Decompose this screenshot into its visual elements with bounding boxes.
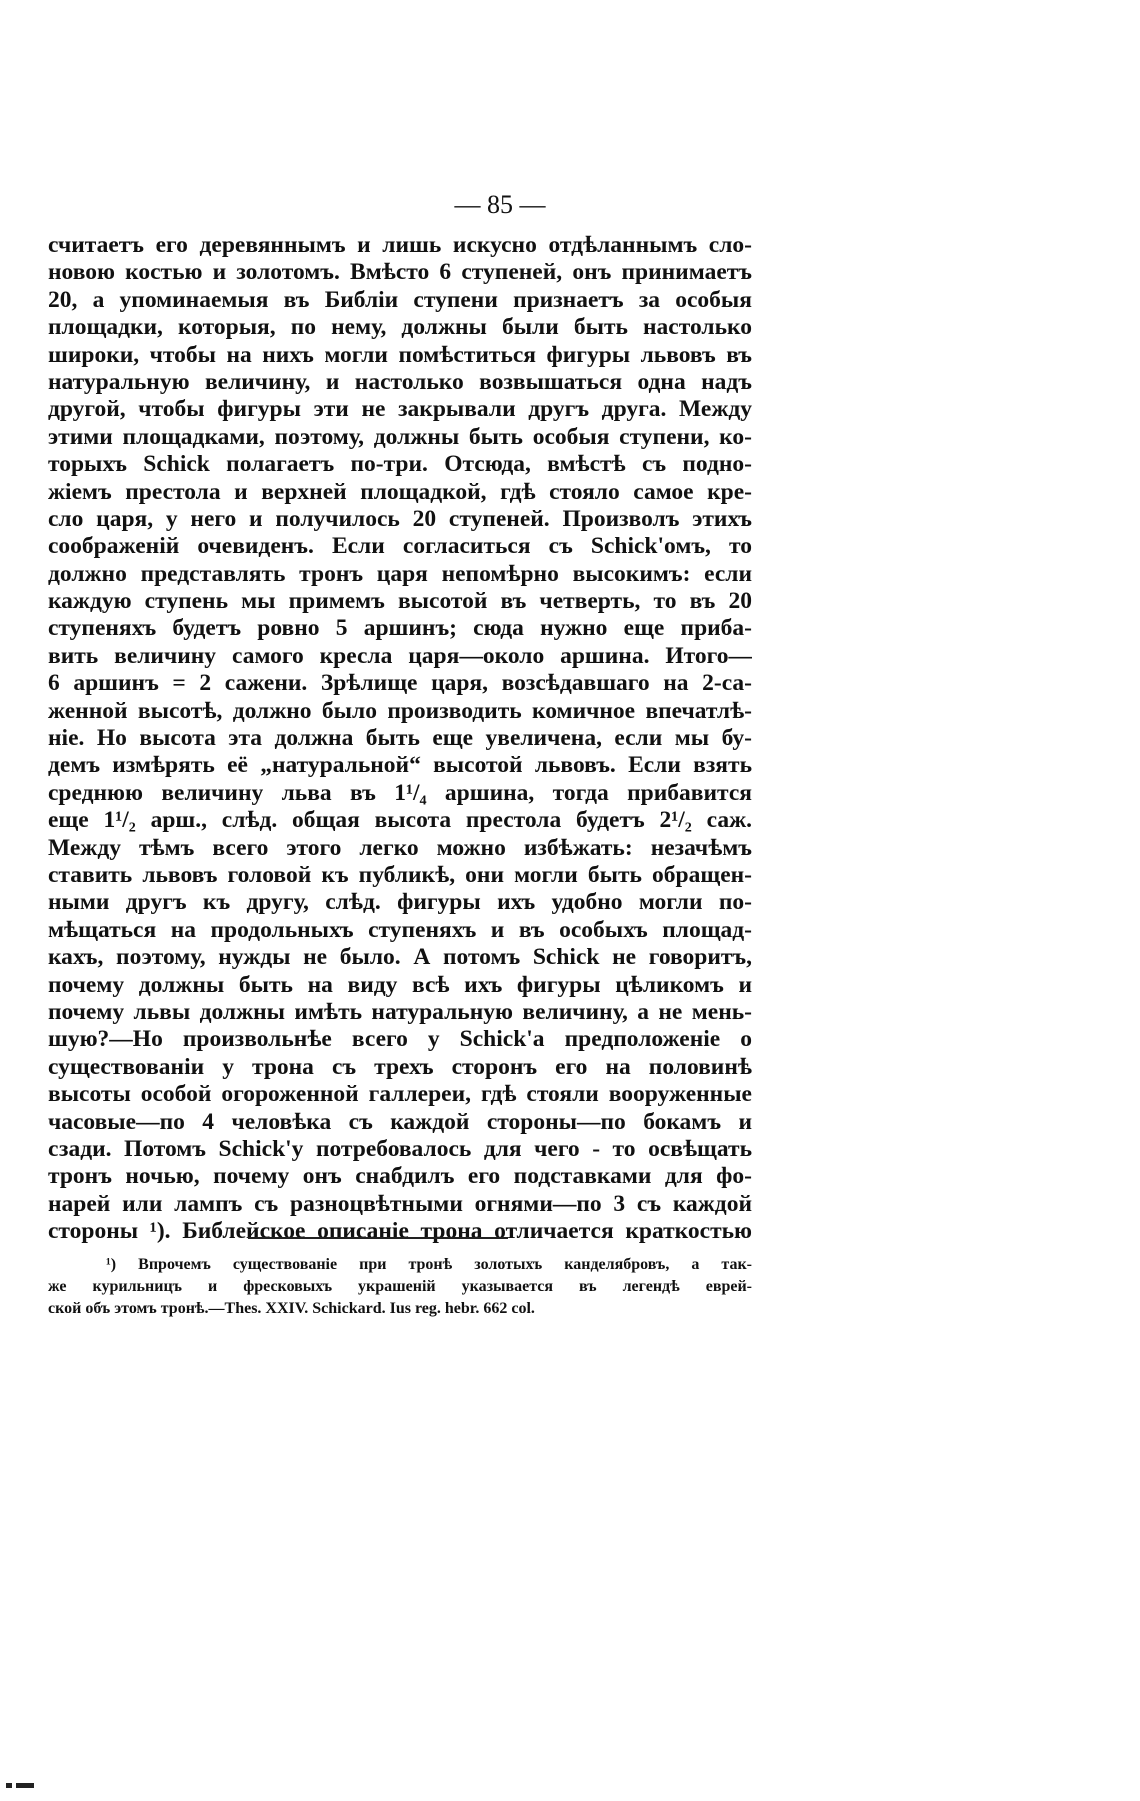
footnote <box>48 1254 752 1320</box>
print-mark <box>6 1783 42 1789</box>
text-line: ступеняхъ будетъ ровно 5 аршинъ; сюда нужно еще приба- <box>48 615 752 642</box>
footnote-line: ¹) Впрочемъ существованіе при тронѣ золотыхъ канделябровъ, а так- <box>106 1256 752 1273</box>
text-line: новою костью и золотомъ. Вмѣсто 6 ступеней, онъ принимаетъ <box>48 259 752 286</box>
footnote-separator-rule <box>248 1237 508 1239</box>
text-line: среднюю величину льва въ 1¹/₄ аршина, тогда прибавится <box>48 779 752 806</box>
text-line: натуральную величину, и настолько возвышаться одна надъ <box>48 368 752 395</box>
text-line: шую?—Но произвольнѣе всего у Schick'а предположеніе о <box>48 1026 752 1053</box>
text-line: почему должны быть на виду всѣ ихъ фигуры цѣликомъ и <box>48 971 752 998</box>
text-line: Между тѣмъ всего этого легко можно избѣжать: незачѣмъ <box>48 834 752 861</box>
text-line: вить величину самого кресла царя—около аршина. Итого— <box>48 642 752 669</box>
text-line: площадки, которыя, по нему, должны были быть настолько <box>48 314 752 341</box>
text-line: женной высотѣ, должно было производить комичное впечатлѣ- <box>48 697 752 724</box>
text-line: каждую ступень мы примемъ высотой въ четверть, то въ 20 <box>48 588 752 615</box>
text-line: торыхъ Schick полагаетъ по-три. Отсюда, вмѣстѣ съ подно- <box>48 451 752 478</box>
text-line: этими площадками, поэтому, должны быть особыя ступени, ко- <box>48 423 752 450</box>
page-number: — 85 — <box>454 190 546 219</box>
footnote-line: же курильницъ и фресковыхъ украшеній указывается въ легендѣ еврей- <box>48 1278 752 1295</box>
text-line: почему львы должны имѣть натуральную величину, а не мень- <box>48 998 752 1025</box>
text-line: 20, а упоминаемыя въ Библіи ступени признаетъ за особыя <box>48 286 752 313</box>
text-line: ніе. Но высота эта должна быть еще увеличена, если мы бу- <box>48 725 752 752</box>
text-line: другой, чтобы фигуры эти не закрывали другъ друга. Между <box>48 396 752 423</box>
text-line: нарей или лампъ съ разноцвѣтными огнями—по 3 съ каждой <box>48 1190 752 1217</box>
text-line: кахъ, поэтому, нужды не было. А потомъ Schick не говоритъ, <box>48 944 752 971</box>
text-line: часовые—по 4 человѣка съ каждой стороны—по бокамъ и <box>48 1108 752 1135</box>
text-line: высоты особой огороженной галлереи, гдѣ стояли вооруженные <box>48 1081 752 1108</box>
text-line: стороны ¹). Библейское описаніе трона отличается краткостью <box>48 1218 752 1245</box>
text-line: еще 1¹/₂ арш., слѣд. общая высота престола будетъ 2¹/₂ саж. <box>48 807 752 834</box>
text-line: ставить львовъ головой къ публикѣ, они могли быть обращен- <box>48 861 752 888</box>
text-line: широки, чтобы на нихъ могли помѣститься фигуры львовъ въ <box>48 341 752 368</box>
text-line: считаетъ его деревяннымъ и лишь искусно отдѣланнымъ сло- <box>48 232 752 258</box>
text-line: жіемъ престола и верхней площадкой, гдѣ стояло самое кре- <box>48 478 752 505</box>
text-line: соображеній очевиденъ. Если согласиться съ Schick'омъ, то <box>48 533 752 560</box>
text-line: должно представлять тронъ царя непомѣрно высокимъ: если <box>48 560 752 587</box>
text-line: сло царя, у него и получилось 20 ступеней. Произволъ этихъ <box>48 505 752 532</box>
text-line: демъ измѣрять её „натуральной“ высотой львовъ. Если взять <box>48 752 752 779</box>
text-line: мѣщаться на продольныхъ ступеняхъ и въ особыхъ площад- <box>48 916 752 943</box>
text-line: 6 аршинъ = 2 сажени. Зрѣлище царя, возсѣдавшаго на 2-са- <box>48 670 752 697</box>
text-line: тронъ ночью, почему онъ снабдилъ его подставками для фо- <box>48 1163 752 1190</box>
text-line: сзади. Потомъ Schick'у потребовалось для чего - то освѣщать <box>48 1135 752 1162</box>
body-text <box>48 232 752 1245</box>
text-line: существованіи у трона съ трехъ сторонъ его на половинѣ <box>48 1053 752 1080</box>
footnote-line: ской объ этомъ тронѣ.—Thes. XXIV. Schickard. Ius reg. hebr. 662 col. <box>48 1300 535 1317</box>
text-line: ными другъ къ другу, слѣд. фигуры ихъ удобно могли по- <box>48 889 752 916</box>
